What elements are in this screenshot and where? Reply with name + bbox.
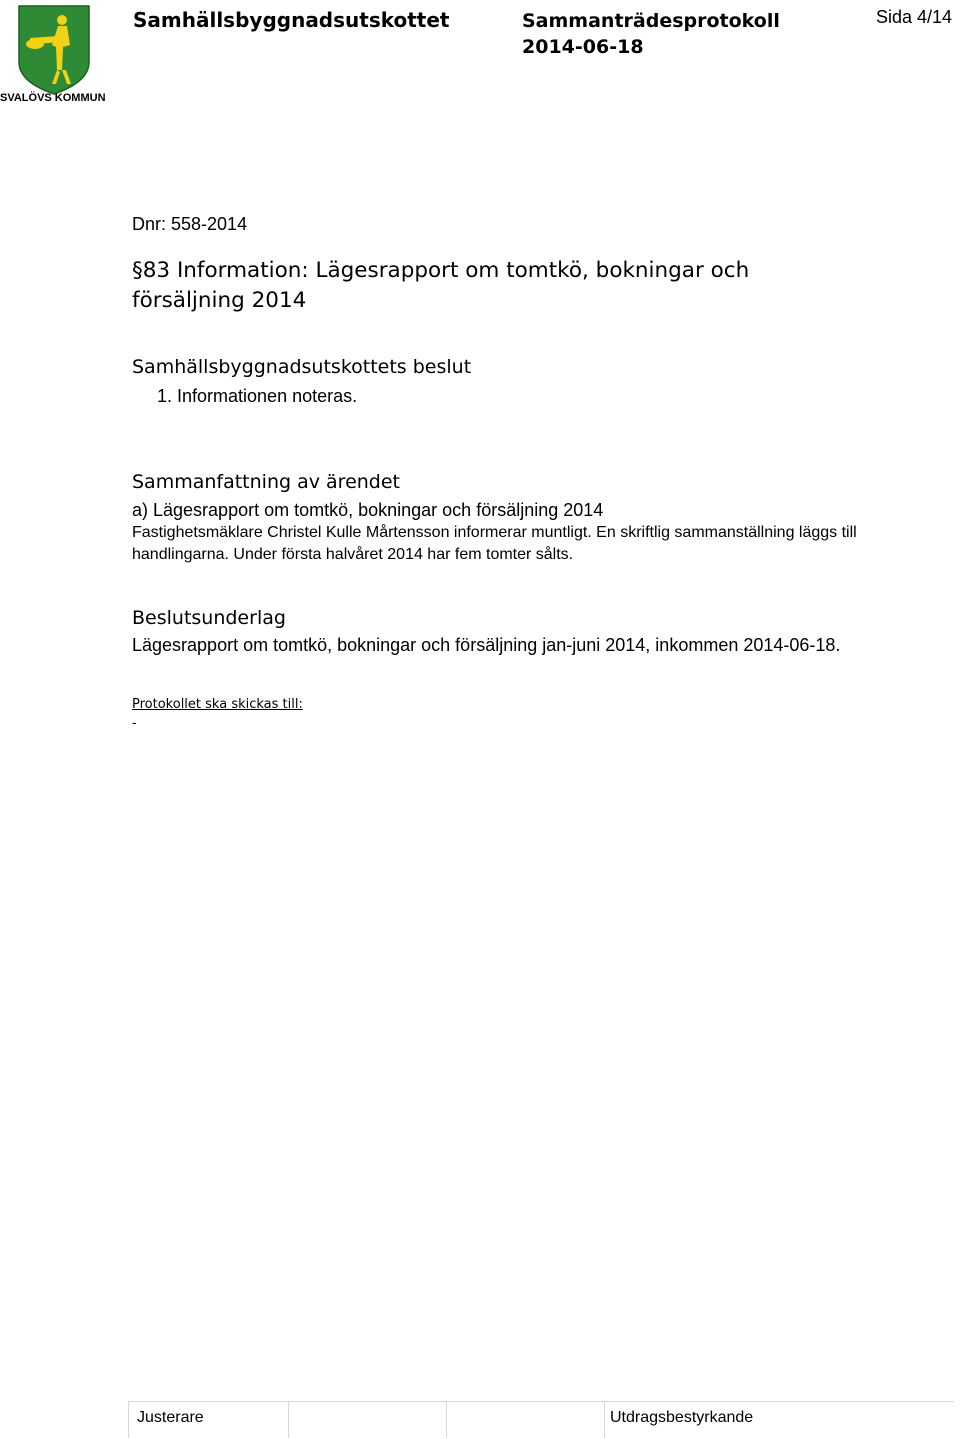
decision-item: 1. Informationen noteras. [157, 386, 358, 406]
decision-heading: Samhällsbyggnadsutskottets beslut [132, 356, 472, 378]
footer-signature-cell-1 [288, 1402, 447, 1438]
decision-basis-heading: Beslutsunderlag [132, 607, 286, 629]
summary-text: Fastighetsmäklare Christel Kulle Mårtensson informerar muntligt. En skriftlig sammanställning läggs till handlingarna. Under första halvåret 2014 har fem tomter sålts. [132, 524, 857, 563]
header-protocol-block [522, 8, 780, 60]
summary-subheading: a) Lägesrapport om tomtkö, bokningar och försäljning 2014 [132, 500, 604, 520]
footer-cell-justerare [128, 1402, 289, 1438]
footer-cell-utdrag [604, 1402, 955, 1438]
footer-signature-cell-2 [446, 1402, 605, 1438]
paragraph-title [132, 256, 892, 316]
summary-heading: Sammanfattning av ärendet [132, 471, 400, 493]
decision-basis-text: Lägesrapport om tomtkö, bokningar och försäljning jan-juni 2014, inkommen 2014-06-18. [132, 635, 841, 655]
distribution-value: - [132, 714, 137, 730]
header-organization: Samhällsbyggnadsutskottet [133, 8, 450, 32]
justerare-label: Justerare [137, 1409, 204, 1426]
signature-footer [128, 1401, 954, 1438]
municipality-coat-of-arms [0, 0, 110, 110]
distribution-label: Protokollet ska skickas till: [132, 697, 303, 712]
page-number: Sida 4/14 [876, 7, 953, 27]
paragraph-title-text: 83 Information: Lägesrapport om tomtkö, bokningar och [142, 258, 750, 283]
logo-text: SVALÖVS KOMMUN [0, 92, 106, 104]
paragraph-symbol: § [132, 258, 143, 283]
paragraph-title-line1 [132, 256, 892, 286]
header-protocol-title: Sammanträdesprotokoll [522, 10, 780, 32]
utdragsbestyrkande-label: Utdragsbestyrkande [610, 1409, 754, 1426]
case-number: Dnr: 558-2014 [132, 214, 248, 234]
paragraph-title-line2: försäljning 2014 [132, 288, 307, 313]
header-date: 2014-06-18 [522, 36, 644, 58]
